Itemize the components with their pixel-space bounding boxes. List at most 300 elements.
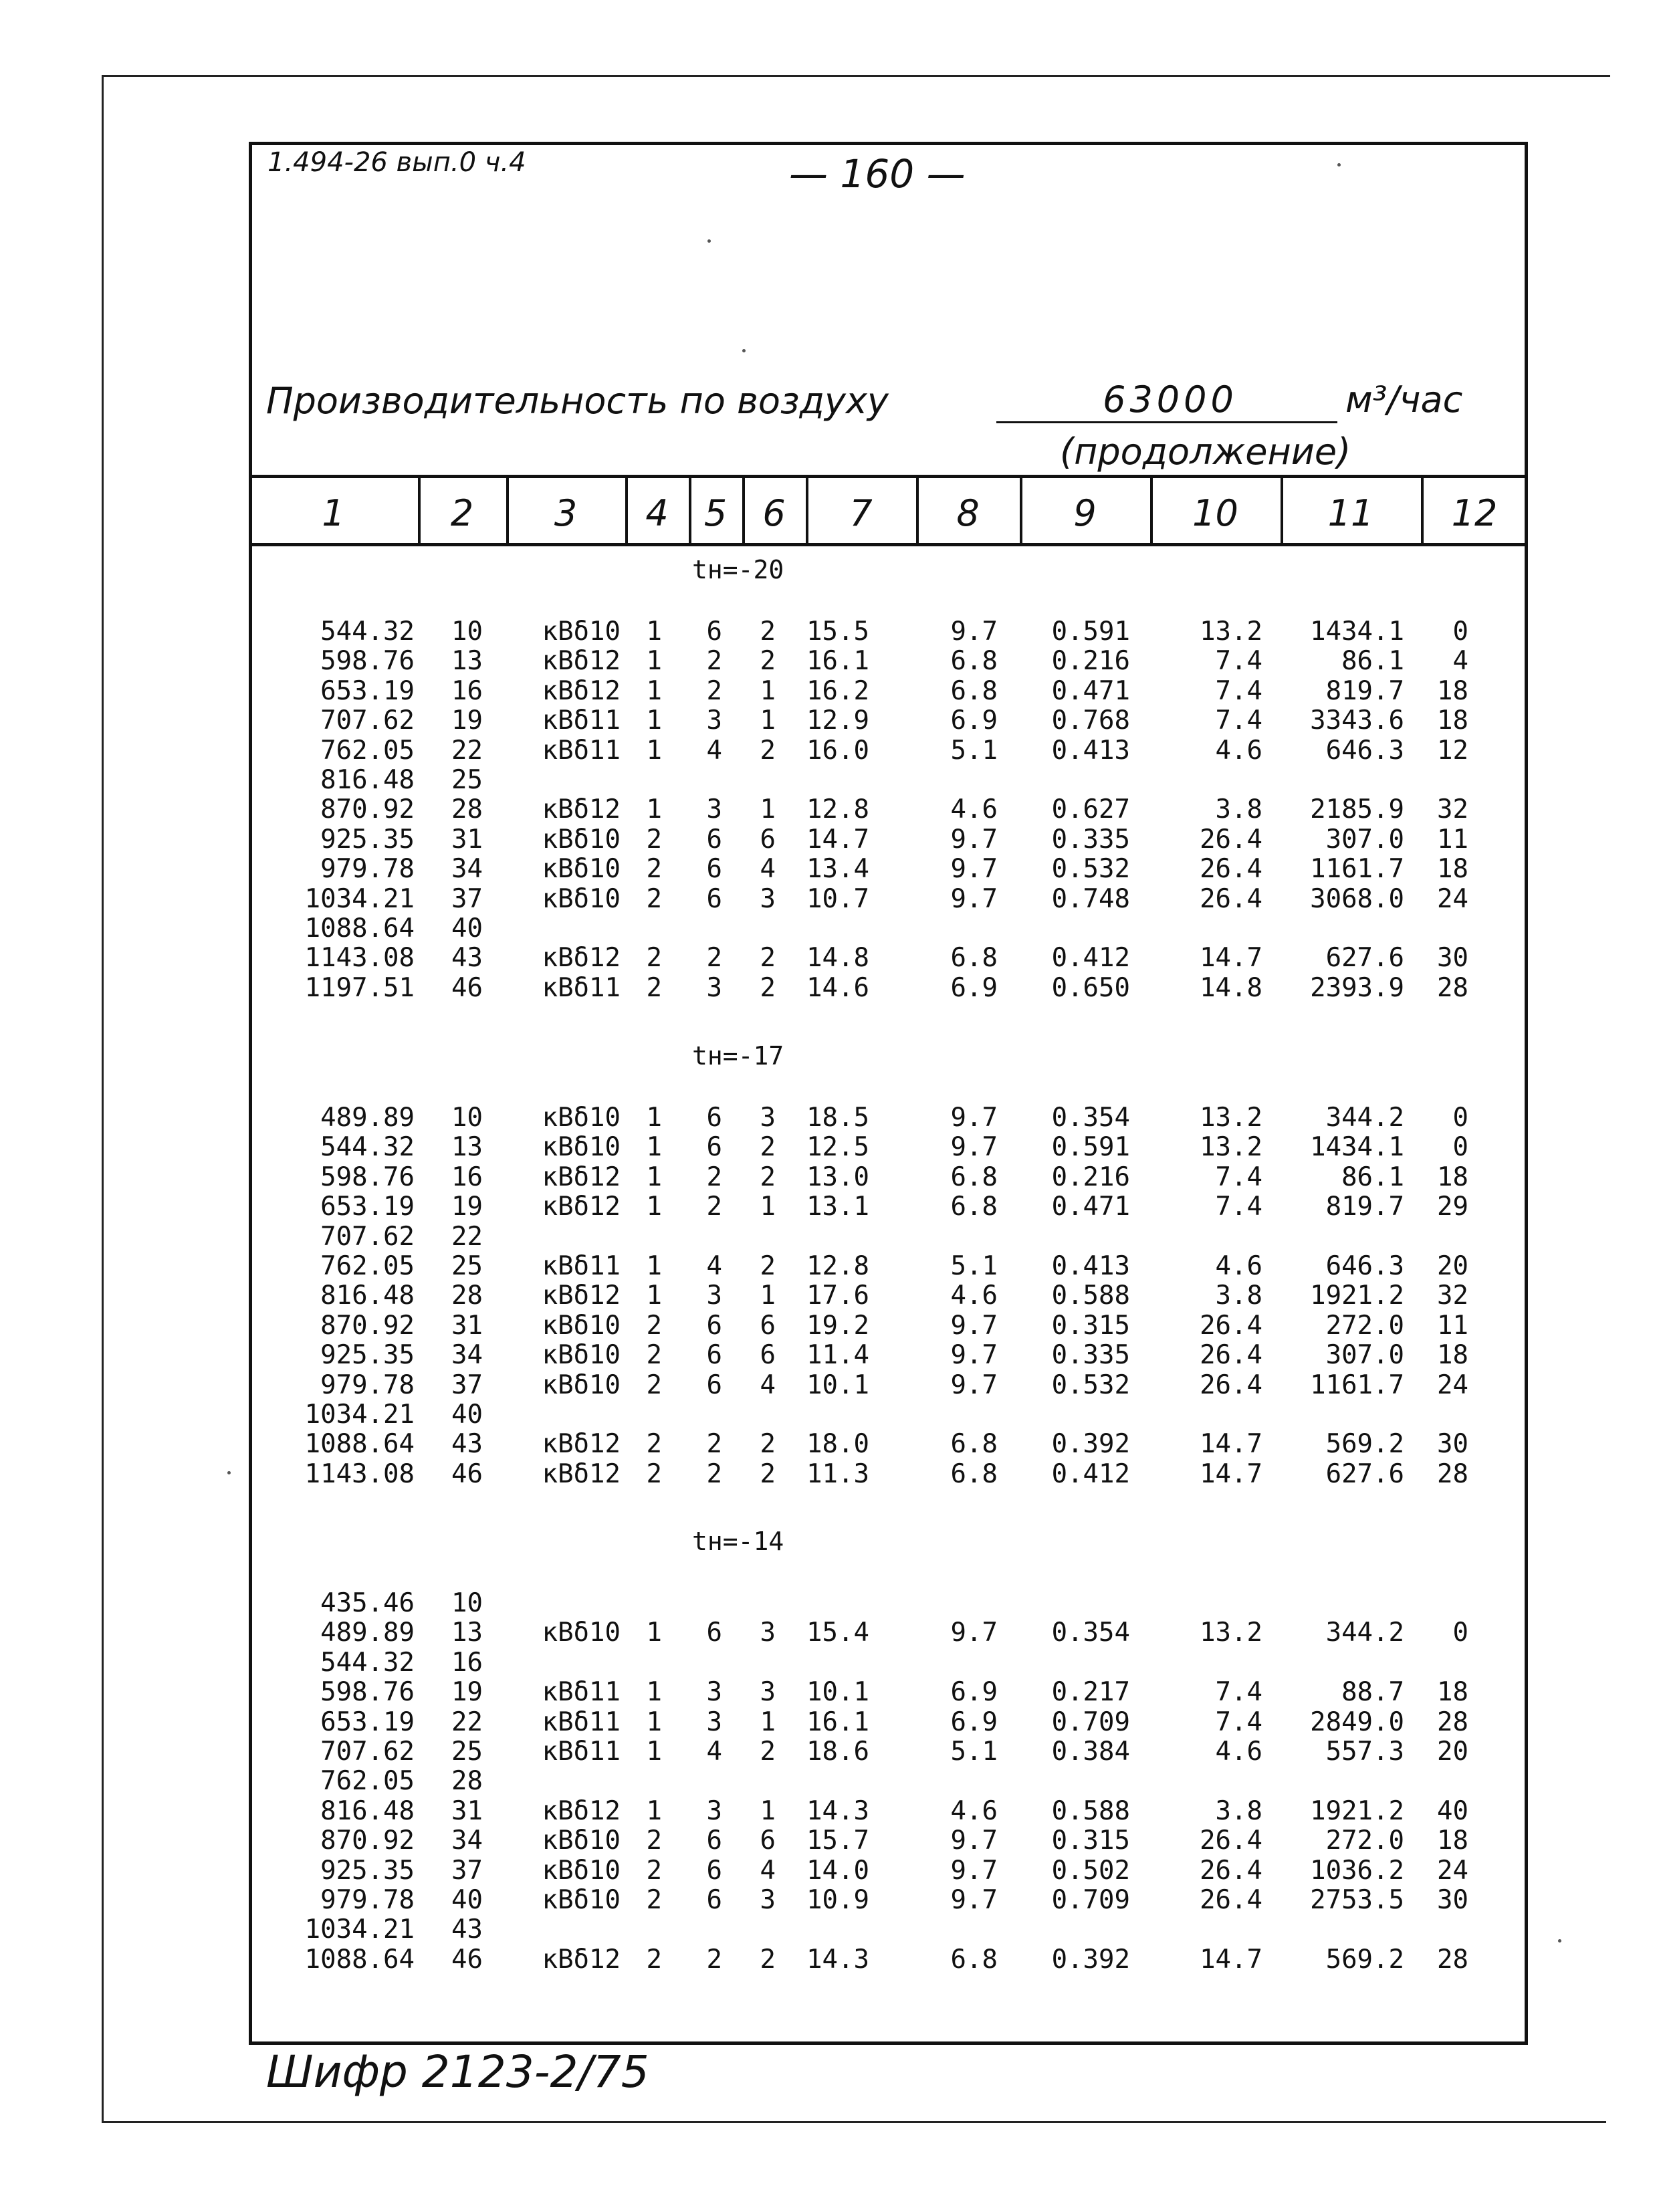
table-cell: 0.768 bbox=[1051, 705, 1130, 736]
table-cell: 46 bbox=[451, 1458, 483, 1489]
table-cell: 13.0 bbox=[806, 1162, 869, 1192]
table-cell: 0 bbox=[1452, 1103, 1468, 1133]
table-cell: 6 bbox=[706, 824, 722, 855]
table-cell: 1197.51 bbox=[304, 972, 415, 1003]
table-cell: 272.0 bbox=[1325, 1310, 1404, 1341]
table-cell: 0.216 bbox=[1051, 646, 1130, 677]
table-cell: 19 bbox=[451, 1192, 483, 1222]
table-cell: 1 bbox=[646, 1281, 662, 1311]
table-cell: 6.8 bbox=[950, 1192, 998, 1222]
table-cell: 22 bbox=[451, 1706, 483, 1737]
table-cell: 14.3 bbox=[806, 1944, 869, 1975]
table-cell: 1 bbox=[646, 1132, 662, 1163]
table-cell: 20 bbox=[1437, 1251, 1468, 1281]
table-cell: 19 bbox=[451, 705, 483, 736]
table-row bbox=[0, 1281, 1659, 1310]
table-cell: 2 bbox=[646, 1885, 662, 1915]
table-cell: 6.8 bbox=[950, 943, 998, 974]
table-row bbox=[0, 1400, 1659, 1429]
table-cell: 2 bbox=[706, 1162, 722, 1192]
table-cell: 0.413 bbox=[1051, 735, 1130, 766]
table-cell: 9.7 bbox=[950, 1103, 998, 1133]
table-cell: 1 bbox=[646, 705, 662, 736]
table-cell: 18 bbox=[1437, 1677, 1468, 1708]
table-cell: 1921.2 bbox=[1310, 1795, 1404, 1826]
table-cell: 18.0 bbox=[806, 1429, 869, 1460]
airflow-label: Производительность по воздуху bbox=[266, 380, 889, 422]
table-cell: 16.2 bbox=[806, 675, 869, 706]
table-cell: 2 bbox=[760, 943, 776, 974]
section-title: tн=-14 bbox=[692, 1527, 784, 1556]
table-cell: 10 bbox=[451, 1103, 483, 1133]
table-cell: 1 bbox=[646, 735, 662, 766]
table-row bbox=[0, 1707, 1659, 1737]
table-cell: 2 bbox=[646, 1429, 662, 1460]
table-cell: 1 bbox=[646, 1618, 662, 1648]
table-cell: 12.9 bbox=[806, 705, 869, 736]
column-header: 5 bbox=[703, 492, 728, 534]
table-cell: 925.35 bbox=[320, 1340, 415, 1371]
table-cell: 0.335 bbox=[1051, 1340, 1130, 1371]
table-cell: 1 bbox=[760, 1706, 776, 1737]
table-cell: 13.2 bbox=[1200, 1103, 1262, 1133]
table-cell: 0.354 bbox=[1051, 1618, 1130, 1648]
section-title: tн=-17 bbox=[692, 1041, 784, 1071]
table-cell: 6 bbox=[706, 1103, 722, 1133]
table-cell: 6.9 bbox=[950, 705, 998, 736]
table-cell: 598.76 bbox=[320, 1162, 415, 1192]
table-cell: 0.709 bbox=[1051, 1885, 1130, 1915]
table-cell: кВδ12 bbox=[542, 1944, 621, 1975]
table-cell: 4 bbox=[706, 735, 722, 766]
table-cell: кВδ12 bbox=[542, 1429, 621, 1460]
table-cell: 9.7 bbox=[950, 1826, 998, 1856]
table-cell: 2 bbox=[706, 943, 722, 974]
table-cell: 3 bbox=[760, 1618, 776, 1648]
table-cell: 2 bbox=[760, 1429, 776, 1460]
table-cell: 979.78 bbox=[320, 854, 415, 885]
table-cell: 1 bbox=[760, 794, 776, 825]
table-cell: 4.6 bbox=[950, 1281, 998, 1311]
table-cell: 4 bbox=[706, 1737, 722, 1767]
table-cell: 12.8 bbox=[806, 1251, 869, 1281]
table-cell: 3 bbox=[706, 972, 722, 1003]
table-row bbox=[0, 973, 1659, 1002]
table-cell: 9.7 bbox=[950, 1310, 998, 1341]
table-cell: 544.32 bbox=[320, 1132, 415, 1163]
table-cell: 2 bbox=[760, 1251, 776, 1281]
table-cell: 544.32 bbox=[320, 617, 415, 647]
table-cell: 43 bbox=[451, 1914, 483, 1945]
table-cell: 10.9 bbox=[806, 1885, 869, 1915]
table-cell: 6.8 bbox=[950, 1429, 998, 1460]
table-cell: кВδ11 bbox=[542, 705, 621, 736]
table-cell: 344.2 bbox=[1325, 1618, 1404, 1648]
table-cell: 0.315 bbox=[1051, 1826, 1130, 1856]
table-cell: 16.0 bbox=[806, 735, 869, 766]
table-cell: 489.89 bbox=[320, 1618, 415, 1648]
table-cell: 6 bbox=[706, 1618, 722, 1648]
column-header: 4 bbox=[645, 492, 669, 534]
table-cell: 3 bbox=[760, 1885, 776, 1915]
table-cell: 0.315 bbox=[1051, 1310, 1130, 1341]
table-cell: 979.78 bbox=[320, 1369, 415, 1400]
table-cell: 14.8 bbox=[1200, 972, 1262, 1003]
table-cell: 9.7 bbox=[950, 1340, 998, 1371]
column-header: 2 bbox=[450, 492, 474, 534]
table-cell: 5.1 bbox=[950, 1737, 998, 1767]
table-row bbox=[0, 943, 1659, 972]
table-cell: 14.0 bbox=[806, 1855, 869, 1886]
table-cell: 13 bbox=[451, 1618, 483, 1648]
table-cell: 598.76 bbox=[320, 646, 415, 677]
table-row bbox=[0, 1648, 1659, 1677]
table-cell: 707.62 bbox=[320, 1221, 415, 1252]
table-cell: 4.6 bbox=[1215, 735, 1262, 766]
column-divider bbox=[742, 476, 745, 543]
table-cell: 18 bbox=[1437, 1162, 1468, 1192]
table-row bbox=[0, 765, 1659, 794]
table-cell: 7.4 bbox=[1215, 1706, 1262, 1737]
table-cell: 26.4 bbox=[1200, 1855, 1262, 1886]
table-cell: 2 bbox=[646, 1369, 662, 1400]
table-cell: 9.7 bbox=[950, 617, 998, 647]
table-cell: 0.392 bbox=[1051, 1429, 1130, 1460]
table-cell: 7.4 bbox=[1215, 1677, 1262, 1708]
table-cell: 18.6 bbox=[806, 1737, 869, 1767]
table-cell: 653.19 bbox=[320, 1192, 415, 1222]
table-cell: 13.2 bbox=[1200, 617, 1262, 647]
table-cell: 88.7 bbox=[1341, 1677, 1404, 1708]
table-row bbox=[0, 824, 1659, 854]
table-cell: 3068.0 bbox=[1310, 883, 1404, 914]
table-cell: 307.0 bbox=[1325, 824, 1404, 855]
table-cell: 0.354 bbox=[1051, 1103, 1130, 1133]
table-cell: 2 bbox=[760, 1132, 776, 1163]
table-row bbox=[0, 705, 1659, 735]
table-cell: 598.76 bbox=[320, 1677, 415, 1708]
table-cell: 12.5 bbox=[806, 1132, 869, 1163]
table-cell: 14.7 bbox=[1200, 943, 1262, 974]
table-cell: кВδ11 bbox=[542, 1706, 621, 1737]
table-cell: 819.7 bbox=[1325, 1192, 1404, 1222]
table-cell: 2 bbox=[646, 1340, 662, 1371]
table-cell: 1921.2 bbox=[1310, 1281, 1404, 1311]
table-cell: 2 bbox=[646, 1310, 662, 1341]
table-cell: 1 bbox=[760, 1281, 776, 1311]
table-cell: кВδ10 bbox=[542, 883, 621, 914]
table-cell: 26.4 bbox=[1200, 1310, 1262, 1341]
table-cell: 1 bbox=[646, 1162, 662, 1192]
table-row bbox=[0, 1370, 1659, 1400]
table-cell: 37 bbox=[451, 1369, 483, 1400]
table-cell: 18 bbox=[1437, 1340, 1468, 1371]
table-cell: 1434.1 bbox=[1310, 617, 1404, 647]
table-cell: 9.7 bbox=[950, 1369, 998, 1400]
table-cell: кВδ10 bbox=[542, 1618, 621, 1648]
table-cell: 0.588 bbox=[1051, 1281, 1130, 1311]
table-cell: 0.412 bbox=[1051, 943, 1130, 974]
table-cell: 646.3 bbox=[1325, 1251, 1404, 1281]
column-header: 11 bbox=[1327, 492, 1374, 534]
table-cell: 86.1 bbox=[1341, 646, 1404, 677]
table-cell: 2 bbox=[646, 1944, 662, 1975]
table-cell: 40 bbox=[451, 1885, 483, 1915]
table-cell: 0.502 bbox=[1051, 1855, 1130, 1886]
table-cell: 0.532 bbox=[1051, 1369, 1130, 1400]
table-cell: 2 bbox=[760, 1458, 776, 1489]
table-cell: 4.6 bbox=[1215, 1737, 1262, 1767]
table-cell: 4 bbox=[706, 1251, 722, 1281]
table-cell: 19 bbox=[451, 1677, 483, 1708]
table-cell: 31 bbox=[451, 1310, 483, 1341]
table-row bbox=[0, 1132, 1659, 1162]
table-cell: 1 bbox=[646, 1706, 662, 1737]
table-cell: 3.8 bbox=[1215, 1795, 1262, 1826]
table-cell: 762.05 bbox=[320, 735, 415, 766]
table-cell: 6.8 bbox=[950, 1944, 998, 1975]
table-cell: 6 bbox=[706, 1132, 722, 1163]
table-cell: кВδ10 bbox=[542, 1369, 621, 1400]
table-cell: кВδ11 bbox=[542, 1737, 621, 1767]
table-cell: 26.4 bbox=[1200, 1340, 1262, 1371]
table-cell: 16 bbox=[451, 1647, 483, 1678]
table-cell: кВδ12 bbox=[542, 675, 621, 706]
column-divider bbox=[1020, 476, 1022, 543]
table-cell: 2 bbox=[760, 972, 776, 1003]
table-cell: 5.1 bbox=[950, 735, 998, 766]
table-row bbox=[0, 646, 1659, 675]
table-cell: 7.4 bbox=[1215, 705, 1262, 736]
table-cell: 6.9 bbox=[950, 1706, 998, 1737]
table-cell: 1 bbox=[646, 675, 662, 706]
table-cell: кВδ11 bbox=[542, 735, 621, 766]
table-cell: 6 bbox=[760, 824, 776, 855]
table-cell: 6.8 bbox=[950, 675, 998, 706]
table-row bbox=[0, 736, 1659, 765]
table-cell: 4.6 bbox=[950, 794, 998, 825]
table-cell: кВδ10 bbox=[542, 824, 621, 855]
table-cell: 24 bbox=[1437, 1855, 1468, 1886]
table-cell: 0.392 bbox=[1051, 1944, 1130, 1975]
table-cell: 14.8 bbox=[806, 943, 869, 974]
table-cell: 2 bbox=[706, 675, 722, 706]
table-cell: 24 bbox=[1437, 883, 1468, 914]
table-cell: 4.6 bbox=[1215, 1251, 1262, 1281]
table-cell: 14.7 bbox=[1200, 1944, 1262, 1975]
table-cell: 1143.08 bbox=[304, 1458, 415, 1489]
table-cell: 762.05 bbox=[320, 1766, 415, 1797]
table-cell: кВδ10 bbox=[542, 854, 621, 885]
table-cell: 2 bbox=[760, 617, 776, 647]
table-cell: 2 bbox=[646, 854, 662, 885]
table-row bbox=[0, 854, 1659, 883]
table-cell: 2185.9 bbox=[1310, 794, 1404, 825]
table-cell: 26.4 bbox=[1200, 1369, 1262, 1400]
table-cell: 9.7 bbox=[950, 854, 998, 885]
table-cell: 6.8 bbox=[950, 1458, 998, 1489]
table-cell: 544.32 bbox=[320, 1647, 415, 1678]
table-cell: 1034.21 bbox=[304, 1400, 415, 1430]
table-row bbox=[0, 1429, 1659, 1458]
table-cell: 1161.7 bbox=[1310, 854, 1404, 885]
table-cell: 2 bbox=[646, 1826, 662, 1856]
section-title: tн=-20 bbox=[692, 555, 784, 584]
table-cell: 925.35 bbox=[320, 824, 415, 855]
table-cell: 46 bbox=[451, 972, 483, 1003]
table-cell: кВδ10 bbox=[542, 1885, 621, 1915]
table-cell: кВδ10 bbox=[542, 1340, 621, 1371]
table-cell: кВδ10 bbox=[542, 617, 621, 647]
table-cell: 3 bbox=[706, 705, 722, 736]
table-cell: 816.48 bbox=[320, 1281, 415, 1311]
table-row bbox=[0, 1222, 1659, 1251]
table-cell: 29 bbox=[1437, 1192, 1468, 1222]
table-cell: 2 bbox=[706, 1192, 722, 1222]
table-cell: 25 bbox=[451, 1251, 483, 1281]
table-cell: 2 bbox=[706, 646, 722, 677]
table-cell: 2 bbox=[646, 883, 662, 914]
table-cell: 6 bbox=[706, 617, 722, 647]
table-cell: 14.7 bbox=[1200, 1429, 1262, 1460]
continuation-note: (продолжение) bbox=[1060, 431, 1351, 473]
table-cell: 14.6 bbox=[806, 972, 869, 1003]
table-row bbox=[0, 1856, 1659, 1885]
table-cell: 2 bbox=[760, 1162, 776, 1192]
table-cell: 28 bbox=[1437, 1706, 1468, 1737]
table-cell: 979.78 bbox=[320, 1885, 415, 1915]
table-cell: 28 bbox=[1437, 972, 1468, 1003]
table-cell: 1 bbox=[760, 1192, 776, 1222]
table-cell: 1088.64 bbox=[304, 1944, 415, 1975]
table-cell: 34 bbox=[451, 1340, 483, 1371]
table-cell: 6 bbox=[706, 1310, 722, 1341]
table-cell: 6.9 bbox=[950, 1677, 998, 1708]
table-row bbox=[0, 1251, 1659, 1281]
table-cell: 2 bbox=[760, 735, 776, 766]
table-cell: кВδ11 bbox=[542, 1251, 621, 1281]
table-cell: 435.46 bbox=[320, 1588, 415, 1618]
table-cell: кВδ10 bbox=[542, 1132, 621, 1163]
table-cell: 40 bbox=[451, 1400, 483, 1430]
table-cell: 1 bbox=[646, 1251, 662, 1281]
table-row bbox=[0, 1103, 1659, 1132]
table-cell: 9.7 bbox=[950, 1618, 998, 1648]
table-cell: 6 bbox=[706, 1826, 722, 1856]
table-cell: 2 bbox=[646, 972, 662, 1003]
table-cell: 18 bbox=[1437, 675, 1468, 706]
column-header: 10 bbox=[1192, 492, 1238, 534]
table-row bbox=[0, 617, 1659, 646]
table-cell: 816.48 bbox=[320, 765, 415, 795]
table-cell: 0.412 bbox=[1051, 1458, 1130, 1489]
table-cell: 0.650 bbox=[1051, 972, 1130, 1003]
table-cell: 3 bbox=[760, 883, 776, 914]
table-cell: 3 bbox=[706, 1677, 722, 1708]
table-cell: 0.471 bbox=[1051, 675, 1130, 706]
table-cell: 569.2 bbox=[1325, 1429, 1404, 1460]
table-cell: 6.9 bbox=[950, 972, 998, 1003]
table-cell: 13.4 bbox=[806, 854, 869, 885]
table-cell: 6 bbox=[760, 1310, 776, 1341]
table-cell: 2 bbox=[706, 1944, 722, 1975]
scan-speck bbox=[1337, 163, 1341, 167]
table-cell: 15.4 bbox=[806, 1618, 869, 1648]
column-header: 8 bbox=[956, 492, 980, 534]
table-cell: 0.627 bbox=[1051, 794, 1130, 825]
table-cell: 16.1 bbox=[806, 646, 869, 677]
table-row bbox=[0, 1311, 1659, 1340]
table-cell: кВδ12 bbox=[542, 1458, 621, 1489]
column-header: 3 bbox=[554, 492, 578, 534]
table-cell: 0.748 bbox=[1051, 883, 1130, 914]
table-cell: 9.7 bbox=[950, 1885, 998, 1915]
table-row bbox=[0, 1192, 1659, 1221]
table-cell: 14.3 bbox=[806, 1795, 869, 1826]
column-header: 12 bbox=[1451, 492, 1498, 534]
table-cell: 19.2 bbox=[806, 1310, 869, 1341]
table-cell: 4 bbox=[760, 854, 776, 885]
table-cell: 1434.1 bbox=[1310, 1132, 1404, 1163]
table-cell: 9.7 bbox=[950, 883, 998, 914]
table-cell: 653.19 bbox=[320, 675, 415, 706]
table-cell: 18.5 bbox=[806, 1103, 869, 1133]
table-cell: 26.4 bbox=[1200, 854, 1262, 885]
table-cell: 4 bbox=[760, 1855, 776, 1886]
table-cell: 2 bbox=[760, 1737, 776, 1767]
column-header: 9 bbox=[1073, 492, 1097, 534]
table-cell: 10 bbox=[451, 1588, 483, 1618]
table-cell: 13 bbox=[451, 1132, 483, 1163]
column-divider bbox=[806, 476, 808, 543]
table-cell: 2 bbox=[646, 1855, 662, 1886]
table-cell: 28 bbox=[451, 1281, 483, 1311]
table-cell: 18 bbox=[1437, 705, 1468, 736]
table-cell: 13.2 bbox=[1200, 1132, 1262, 1163]
table-cell: 5.1 bbox=[950, 1251, 998, 1281]
column-divider bbox=[1421, 476, 1424, 543]
table-cell: 1 bbox=[760, 675, 776, 706]
table-cell: 4.6 bbox=[950, 1795, 998, 1826]
table-cell: 25 bbox=[451, 1737, 483, 1767]
table-cell: 9.7 bbox=[950, 1855, 998, 1886]
table-row bbox=[0, 1459, 1659, 1488]
table-cell: 10 bbox=[451, 617, 483, 647]
table-cell: 7.4 bbox=[1215, 646, 1262, 677]
table-cell: 6 bbox=[706, 1369, 722, 1400]
table-cell: 1034.21 bbox=[304, 883, 415, 914]
table-row bbox=[0, 1340, 1659, 1369]
table-cell: 0.588 bbox=[1051, 1795, 1130, 1826]
table-cell: 870.92 bbox=[320, 1310, 415, 1341]
table-cell: 0.471 bbox=[1051, 1192, 1130, 1222]
table-cell: 10.7 bbox=[806, 883, 869, 914]
table-cell: 569.2 bbox=[1325, 1944, 1404, 1975]
table-cell: 6 bbox=[706, 883, 722, 914]
table-cell: кВδ11 bbox=[542, 1677, 621, 1708]
column-header: 7 bbox=[849, 492, 873, 534]
table-cell: кВδ12 bbox=[542, 1281, 621, 1311]
table-cell: 1 bbox=[646, 617, 662, 647]
table-cell: 24 bbox=[1437, 1369, 1468, 1400]
table-cell: 14.7 bbox=[1200, 1458, 1262, 1489]
table-cell: 15.5 bbox=[806, 617, 869, 647]
table-cell: 6 bbox=[760, 1826, 776, 1856]
column-header: 6 bbox=[762, 492, 786, 534]
table-cell: 4 bbox=[1452, 646, 1468, 677]
table-cell: кВδ12 bbox=[542, 1795, 621, 1826]
table-cell: кВδ10 bbox=[542, 1855, 621, 1886]
